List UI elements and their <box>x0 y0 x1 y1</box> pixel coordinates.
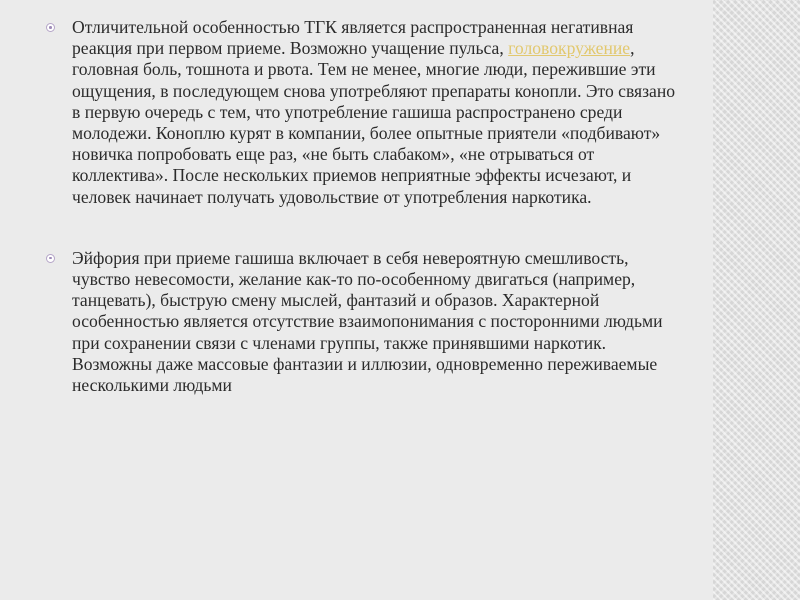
bullet-item-2 <box>46 248 686 396</box>
bullet-1-text-before: Отличительной особенностью ТГК является распространенная негативная реакция при первом приеме. Возможно учащение пульса, <box>72 17 634 59</box>
dizziness-link[interactable]: головокружение <box>508 38 631 59</box>
bullet-1-text-after: , головная боль, тошнота и рвота. Тем не менее, многие люди, пережившие эти ощущения, в последующем снова употребляют препараты конопли. Это связано в первую очередь с тем, что употребление гашиша распространено среди молодежи. Коноплю курят в компании, более опытные приятели «подбивают» новичка попробовать еще раз, «не быть слабаком», «не отрываться от коллектива». После нескольких приемов неприятные эффекты исчезают, и человек начинает получать удовольствие от употребления наркотика. <box>72 38 676 207</box>
bullet-2-text: Эйфория при приеме гашиша включает в себя невероятную смешливость, чувство невесомости, желание как-то по-особенному двигаться (например, танцевать), быструю смену мыслей, фантазий и образов. Характерной особенностью является отсутствие взаимопонимания с посторонними людьми при сохранении связи с членами группы, также принявшими наркотик. Возможны даже массовые фантазии и иллюзии, одновременно переживаемые несколькими людьми <box>72 247 663 396</box>
bullet-item-1 <box>46 17 686 208</box>
decorative-side-band <box>713 0 800 600</box>
slide-content <box>46 17 686 396</box>
circle-bullet-icon <box>46 23 55 32</box>
circle-bullet-icon <box>46 254 55 263</box>
